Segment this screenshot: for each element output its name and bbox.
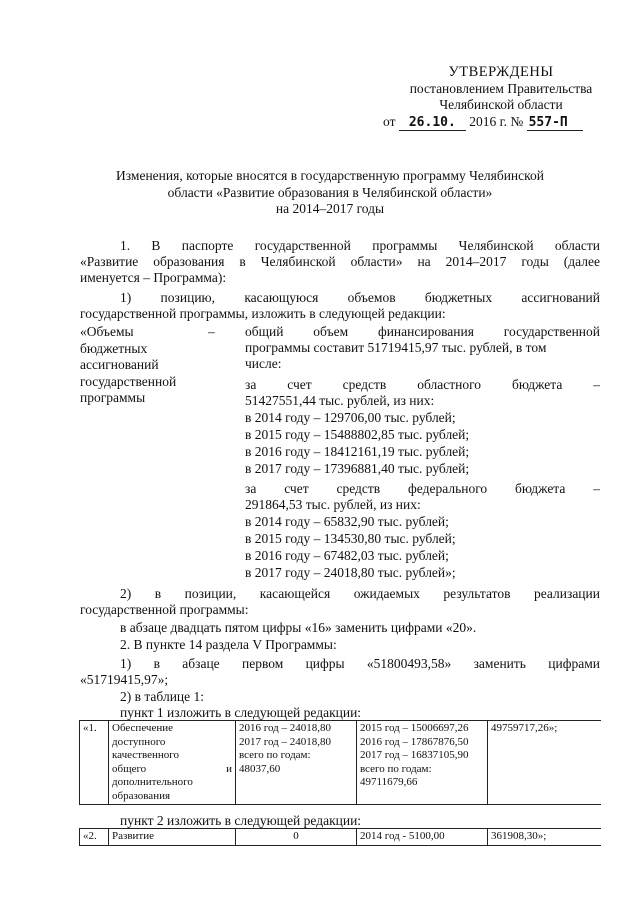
passport-left-dash: – bbox=[208, 324, 215, 339]
approval-line-2: Челябинской области bbox=[439, 97, 563, 112]
t1-total: 49759717,26»; bbox=[488, 721, 602, 805]
passport-right-8: в 2016 году – 18412161,19 тыс. рублей; bbox=[245, 444, 470, 459]
passport-right-7: в 2015 году – 15488802,85 тыс. рублей; bbox=[245, 427, 470, 442]
passport-right-1: общий объем финансирования государственной bbox=[245, 324, 600, 339]
t2-total: 361908,30»; bbox=[488, 829, 602, 846]
passport-left-5: программы bbox=[80, 390, 146, 405]
title-line-1: Изменения, которые вносятся в государственную программу Челябинской bbox=[116, 168, 544, 183]
passport-left-4: государственной bbox=[80, 373, 177, 389]
s1-line-1: 1. В паспорте государственной программы Челябинской области bbox=[120, 238, 600, 253]
passport-right-3: числе: bbox=[245, 356, 282, 371]
passport-right-15: в 2017 году – 24018,80 тыс. рублей»; bbox=[245, 565, 456, 580]
passport-right-12: в 2014 году – 65832,90 тыс. рублей; bbox=[245, 514, 449, 529]
passport-right-13: в 2015 году – 134530,80 тыс. рублей; bbox=[245, 531, 456, 546]
passport-right-10: за счет средств федерального бюджета – bbox=[245, 481, 600, 496]
passport-left-column bbox=[80, 324, 240, 407]
s2-point1-caption: пункт 1 изложить в следующей редакции: bbox=[120, 705, 362, 720]
table-row bbox=[80, 721, 602, 805]
approval-block bbox=[396, 64, 606, 114]
date-from-label: от bbox=[383, 114, 396, 129]
passport-left-2: бюджетных bbox=[80, 340, 148, 356]
s1-item1-line-2: государственной программы, изложить в следующей редакции: bbox=[80, 306, 446, 321]
t1-name: Обеспечение доступного качественного общего и дополнительного образования bbox=[109, 721, 236, 805]
passport-right-11: 291864,53 тыс. рублей, из них: bbox=[245, 497, 421, 512]
t2-num: «2. bbox=[80, 829, 109, 846]
passport-right-4: за счет средств областного бюджета – bbox=[245, 377, 600, 392]
title-line-2: области «Развитие образования в Челябинской области» bbox=[167, 184, 493, 200]
title-line-3: на 2014–2017 годы bbox=[275, 201, 385, 216]
approval-date-line bbox=[383, 114, 583, 131]
t1-num: «1. bbox=[80, 721, 109, 805]
passport-right-5: 51427551,44 тыс. рублей, из них: bbox=[245, 393, 435, 408]
passport-left-3: ассигнований bbox=[80, 357, 159, 372]
approval-line-1: постановлением Правительства bbox=[409, 80, 593, 96]
passport-right-6: в 2014 году – 129706,00 тыс. рублей; bbox=[245, 410, 456, 425]
s1-line-3: именуется – Программа): bbox=[80, 270, 227, 285]
s2-sub1-line-2: «51719415,97»; bbox=[80, 672, 169, 687]
date-year-label: 2016 г. № bbox=[469, 114, 524, 129]
s1-item1-line-1: 1) позицию, касающуюся объемов бюджетных ассигнований bbox=[120, 290, 600, 305]
passport-right-2: программы составит 51719415,97 тыс. рублей, в том bbox=[245, 340, 547, 355]
number-stamp: 557-П bbox=[527, 115, 583, 131]
s2-sub2: 2) в таблице 1: bbox=[120, 689, 205, 704]
passport-right-14: в 2016 году – 67482,03 тыс. рублей; bbox=[245, 548, 449, 563]
t2-regional: 2014 год - 5100,00 bbox=[357, 829, 488, 846]
passport-left-1: «Объемы bbox=[80, 324, 134, 339]
passport-right-9: в 2017 году – 17396881,40 тыс. рублей; bbox=[245, 461, 470, 476]
s2-point2-caption: пункт 2 изложить в следующей редакции: bbox=[120, 813, 362, 828]
approval-heading: УТВЕРЖДЕНЫ bbox=[448, 64, 554, 80]
s2-sub1-line-1: 1) в абзаце первом цифры «51800493,58» заменить цифрами bbox=[120, 656, 600, 671]
s2-point-2: 2. В пункте 14 раздела V Программы: bbox=[120, 637, 337, 652]
t2-federal: 0 bbox=[236, 829, 357, 846]
date-stamp: 26.10. bbox=[399, 115, 466, 131]
t1-federal: 2016 год – 24018,80 2017 год – 24018,80 всего по годам: 48037,60 bbox=[236, 721, 357, 805]
s2-item2-line-1: 2) в позиции, касающейся ожидаемых результатов реализации bbox=[120, 586, 600, 601]
t2-name: Развитие bbox=[109, 829, 236, 846]
s1-line-2: «Развитие образования в Челябинской области» на 2014–2017 годы (далее bbox=[80, 254, 600, 269]
table-row bbox=[80, 829, 602, 846]
document-title bbox=[80, 168, 580, 218]
s2-item2-line-2: государственной программы: bbox=[80, 602, 249, 617]
table-point-2 bbox=[79, 828, 601, 846]
s2-item2-line-3: в абзаце двадцать пятом цифры «16» заменить цифрами «20». bbox=[120, 620, 477, 635]
table-point-1 bbox=[79, 720, 601, 805]
t1-regional: 2015 год – 15006697,26 2016 год – 17867876,50 2017 год – 16837105,90 всего по годам: 49711679,66 bbox=[357, 721, 488, 805]
